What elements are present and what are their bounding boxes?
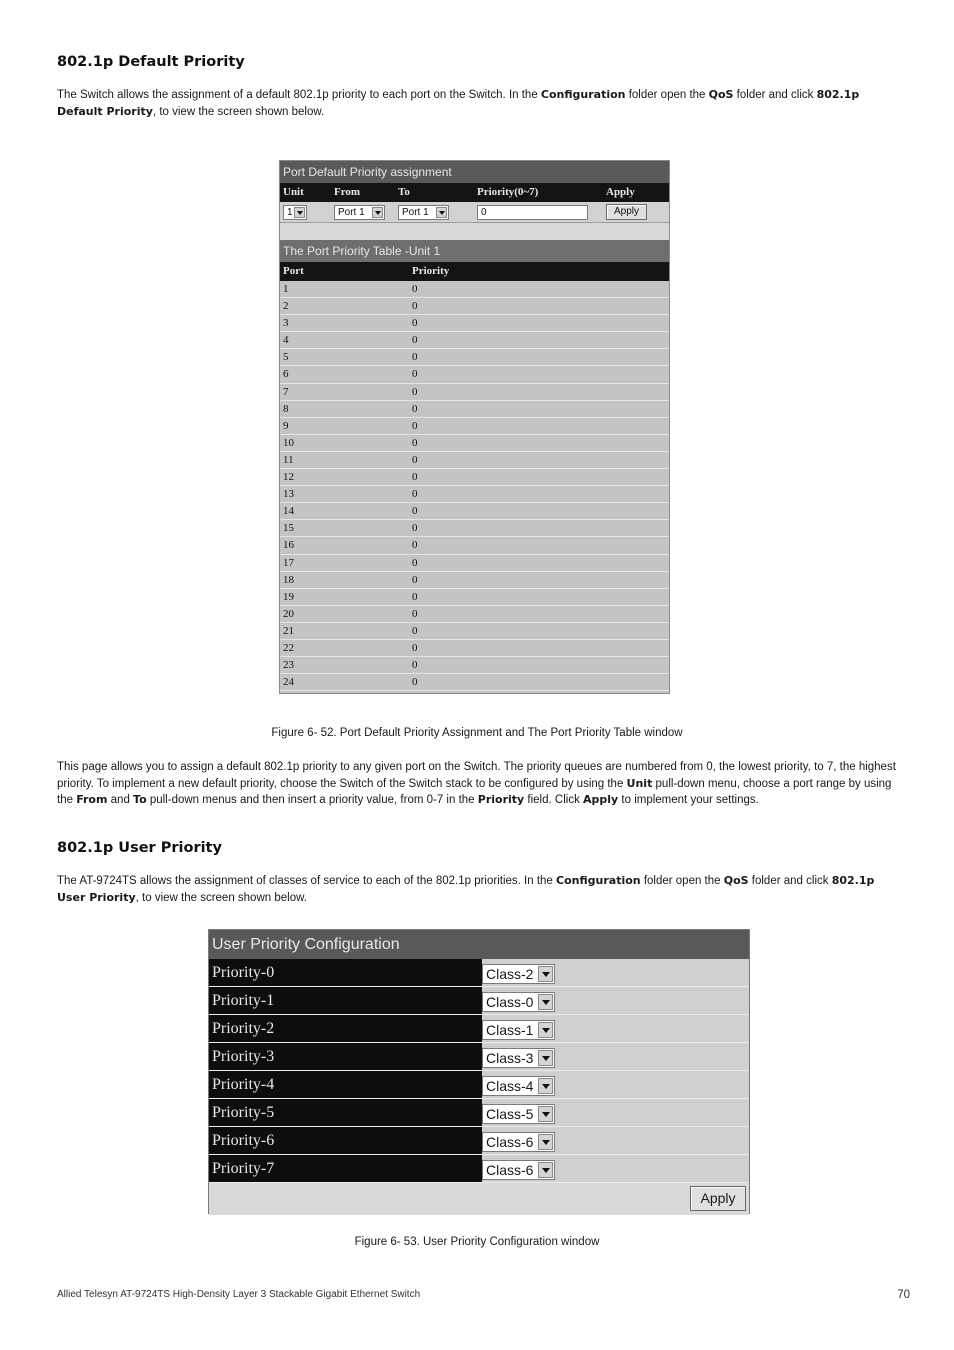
class-select-value: Class-6 bbox=[486, 1162, 534, 1178]
class-select-value: Class-1 bbox=[486, 1022, 534, 1038]
user-priority-row bbox=[209, 1071, 749, 1099]
text-run: , to view the screen shown below. bbox=[135, 891, 307, 904]
chevron-down-icon bbox=[538, 1106, 553, 1122]
priority-label: Priority-2 bbox=[209, 1015, 482, 1042]
port-number: 6 bbox=[283, 368, 289, 381]
table-row bbox=[280, 418, 669, 435]
user-priority-configuration-window bbox=[208, 929, 750, 1214]
table-row bbox=[280, 537, 669, 554]
class-select[interactable] bbox=[482, 1104, 555, 1124]
table-row bbox=[280, 486, 669, 503]
table-row bbox=[280, 520, 669, 537]
bold-term: 802.1p User Priority bbox=[57, 874, 875, 904]
user-priority-row bbox=[209, 959, 749, 987]
priority-input[interactable] bbox=[477, 205, 588, 220]
table-row bbox=[280, 332, 669, 349]
port-priority-value: 0 bbox=[412, 385, 418, 398]
bold-term: Configuration bbox=[556, 874, 641, 887]
default-priority-description bbox=[57, 760, 897, 809]
port-priority-value: 0 bbox=[412, 402, 418, 415]
priority-label: Priority-7 bbox=[209, 1155, 482, 1182]
port-number: 12 bbox=[283, 471, 294, 484]
from-port-value: Port 1 bbox=[338, 207, 365, 218]
class-select-value: Class-2 bbox=[486, 966, 534, 982]
text-run: and bbox=[107, 794, 134, 806]
class-select-value: Class-3 bbox=[486, 1050, 534, 1066]
port-number: 18 bbox=[283, 573, 294, 586]
chevron-down-icon bbox=[538, 1162, 553, 1178]
priority-label: Priority-4 bbox=[209, 1071, 482, 1098]
table-row bbox=[280, 623, 669, 640]
user-priority-row bbox=[209, 1043, 749, 1071]
class-select[interactable] bbox=[482, 1132, 555, 1152]
port-number: 16 bbox=[283, 539, 294, 552]
header-unit: Unit bbox=[283, 186, 304, 198]
port-priority-value: 0 bbox=[412, 607, 418, 620]
port-priority-value: 0 bbox=[412, 556, 418, 569]
class-select[interactable] bbox=[482, 1020, 555, 1040]
port-priority-value: 0 bbox=[412, 659, 418, 672]
port-number: 15 bbox=[283, 522, 294, 535]
port-priority-value: 0 bbox=[412, 676, 418, 689]
port-default-priority-title: Port Default Priority assignment bbox=[280, 161, 669, 183]
text-run: folder and click bbox=[733, 89, 817, 101]
text-run: pull-down menus and then insert a priority value, from 0-7 in the bbox=[146, 794, 478, 806]
from-port-select[interactable] bbox=[334, 205, 385, 220]
class-select-value: Class-6 bbox=[486, 1134, 534, 1150]
table-row bbox=[280, 384, 669, 401]
default-priority-intro bbox=[57, 87, 897, 120]
class-select-value: Class-0 bbox=[486, 994, 534, 1010]
port-number: 10 bbox=[283, 436, 294, 449]
table-row bbox=[280, 315, 669, 332]
port-priority-table-title: The Port Priority Table -Unit 1 bbox=[280, 240, 669, 262]
user-priority-row bbox=[209, 1155, 749, 1183]
chevron-down-icon bbox=[538, 966, 553, 982]
bold-term: Configuration bbox=[540, 88, 626, 101]
user-priority-footer bbox=[209, 1183, 749, 1215]
column-priority: Priority bbox=[412, 265, 450, 277]
port-number: 11 bbox=[283, 453, 294, 466]
bold-term: From bbox=[76, 793, 108, 806]
port-priority-value: 0 bbox=[412, 624, 418, 637]
table-row bbox=[280, 281, 669, 298]
bold-term: 802.1p Default Priority bbox=[57, 88, 860, 118]
bold-term: To bbox=[133, 793, 147, 806]
header-priority: Priority(0~7) bbox=[477, 186, 539, 198]
text-run: to implement your settings. bbox=[618, 794, 759, 806]
port-number: 19 bbox=[283, 590, 294, 603]
priority-input-value: 0 bbox=[481, 207, 487, 218]
apply-button[interactable]: Apply bbox=[606, 204, 647, 220]
port-number: 8 bbox=[283, 402, 289, 415]
bold-term: QoS bbox=[708, 88, 734, 101]
port-priority-value: 0 bbox=[412, 419, 418, 432]
priority-label: Priority-5 bbox=[209, 1099, 482, 1126]
table-row bbox=[280, 674, 669, 691]
figure-53-caption: Figure 6- 53. User Priority Configuration window bbox=[354, 1236, 600, 1248]
table-row bbox=[280, 435, 669, 452]
port-number: 22 bbox=[283, 641, 294, 654]
table-row bbox=[280, 298, 669, 315]
port-priority-value: 0 bbox=[412, 368, 418, 381]
class-select-value: Class-4 bbox=[486, 1078, 534, 1094]
page-number: 70 bbox=[897, 1289, 910, 1301]
table-row bbox=[280, 589, 669, 606]
footer-product-name: Allied Telesyn AT-9724TS High-Density Layer 3 Stackable Gigabit Ethernet Switch bbox=[57, 1289, 421, 1300]
table-row bbox=[280, 503, 669, 520]
priority-label: Priority-0 bbox=[209, 959, 482, 986]
port-number: 20 bbox=[283, 607, 294, 620]
port-number: 23 bbox=[283, 659, 294, 672]
text-run: The Switch allows the assignment of a default 802.1p priority to each port on the Switch. In the bbox=[57, 89, 541, 101]
class-select[interactable] bbox=[482, 992, 555, 1012]
user-priority-intro bbox=[57, 873, 897, 906]
port-number: 7 bbox=[283, 385, 289, 398]
port-priority-value: 0 bbox=[412, 334, 418, 347]
table-row bbox=[280, 572, 669, 589]
user-priority-row bbox=[209, 987, 749, 1015]
bold-term: Apply bbox=[583, 793, 619, 806]
chevron-down-icon bbox=[538, 1050, 553, 1066]
column-port: Port bbox=[283, 265, 304, 277]
table-row bbox=[280, 366, 669, 383]
class-select[interactable] bbox=[482, 1160, 555, 1180]
class-select-value: Class-5 bbox=[486, 1106, 534, 1122]
assignment-input-row bbox=[280, 202, 669, 223]
unit-select[interactable] bbox=[283, 205, 307, 220]
text-run: pull-down menu, choose a port range by using the bbox=[57, 777, 892, 806]
user-priority-row bbox=[209, 1099, 749, 1127]
figure-52-caption: Figure 6- 52. Port Default Priority Assignment and The Port Priority Table window bbox=[271, 727, 683, 739]
port-priority-value: 0 bbox=[412, 283, 418, 295]
text-run: This page allows you to assign a default 802.1p priority to any given port on the Switch. The priority queues are numbered from 0, the lowest priority, to 7, the highest priority. To implement a new default priority, choose the Switch of the Switch stack to be configured by using the bbox=[57, 761, 896, 790]
port-number: 1 bbox=[283, 283, 289, 295]
header-apply: Apply bbox=[606, 186, 635, 198]
unit-select-value: 1 bbox=[287, 207, 293, 218]
port-priority-table-body bbox=[280, 281, 669, 691]
table-row bbox=[280, 349, 669, 366]
table-row bbox=[280, 640, 669, 657]
port-number: 24 bbox=[283, 676, 294, 689]
text-run: The AT-9724TS allows the assignment of classes of service to each of the 802.1p priorities. In the bbox=[57, 875, 557, 887]
table-row bbox=[280, 452, 669, 469]
port-priority-value: 0 bbox=[412, 351, 418, 364]
header-to: To bbox=[398, 186, 410, 198]
spacer bbox=[280, 223, 669, 240]
port-number: 14 bbox=[283, 505, 294, 518]
port-priority-value: 0 bbox=[412, 539, 418, 552]
section-heading-default-priority: 802.1p Default Priority bbox=[57, 54, 245, 70]
port-priority-value: 0 bbox=[412, 573, 418, 586]
chevron-down-icon bbox=[436, 207, 447, 218]
text-run: , to view the screen shown below. bbox=[152, 105, 325, 118]
port-number: 3 bbox=[283, 317, 289, 330]
port-priority-value: 0 bbox=[412, 505, 418, 518]
user-priority-row bbox=[209, 1127, 749, 1155]
priority-label: Priority-6 bbox=[209, 1127, 482, 1154]
text-run: folder open the bbox=[625, 89, 709, 101]
user-priority-rows bbox=[209, 959, 749, 1183]
port-priority-value: 0 bbox=[412, 317, 418, 330]
port-priority-value: 0 bbox=[412, 522, 418, 535]
port-number: 13 bbox=[283, 488, 294, 501]
port-priority-value: 0 bbox=[412, 300, 418, 313]
class-select[interactable] bbox=[482, 1048, 555, 1068]
port-priority-value: 0 bbox=[412, 471, 418, 484]
port-priority-value: 0 bbox=[412, 488, 418, 501]
chevron-down-icon bbox=[372, 207, 383, 218]
user-priority-title: User Priority Configuration bbox=[209, 930, 749, 959]
port-priority-value: 0 bbox=[412, 641, 418, 654]
table-row bbox=[280, 469, 669, 486]
table-row bbox=[280, 606, 669, 623]
class-select[interactable] bbox=[482, 1076, 555, 1096]
to-port-value: Port 1 bbox=[402, 207, 429, 218]
port-number: 4 bbox=[283, 334, 289, 347]
table-row bbox=[280, 657, 669, 674]
port-default-priority-window bbox=[279, 160, 670, 694]
priority-label: Priority-1 bbox=[209, 987, 482, 1014]
bold-term: QoS bbox=[723, 874, 749, 887]
port-number: 21 bbox=[283, 624, 294, 637]
assignment-header-row bbox=[280, 183, 669, 202]
bold-term: Priority bbox=[477, 793, 525, 806]
text-run: folder and click bbox=[748, 875, 832, 887]
text-run: folder open the bbox=[640, 875, 724, 887]
port-number: 17 bbox=[283, 556, 294, 569]
port-priority-value: 0 bbox=[412, 453, 418, 466]
chevron-down-icon bbox=[538, 1078, 553, 1094]
text-run: field. Click bbox=[524, 794, 584, 806]
chevron-down-icon bbox=[538, 1134, 553, 1150]
port-priority-value: 0 bbox=[412, 436, 418, 449]
port-number: 9 bbox=[283, 419, 289, 432]
table-row bbox=[280, 401, 669, 418]
port-priority-table-header bbox=[280, 262, 669, 281]
header-from: From bbox=[334, 186, 361, 198]
user-priority-row bbox=[209, 1015, 749, 1043]
class-select[interactable] bbox=[482, 964, 555, 984]
table-row bbox=[280, 555, 669, 572]
chevron-down-icon bbox=[538, 1022, 553, 1038]
to-port-select[interactable] bbox=[398, 205, 449, 220]
bold-term: Unit bbox=[626, 776, 653, 790]
chevron-down-icon bbox=[294, 207, 305, 218]
port-number: 5 bbox=[283, 351, 289, 364]
chevron-down-icon bbox=[538, 994, 553, 1010]
priority-label: Priority-3 bbox=[209, 1043, 482, 1070]
user-priority-apply-button[interactable]: Apply bbox=[690, 1186, 746, 1211]
port-number: 2 bbox=[283, 300, 289, 313]
port-priority-value: 0 bbox=[412, 590, 418, 603]
section-heading-user-priority: 802.1p User Priority bbox=[57, 840, 222, 856]
